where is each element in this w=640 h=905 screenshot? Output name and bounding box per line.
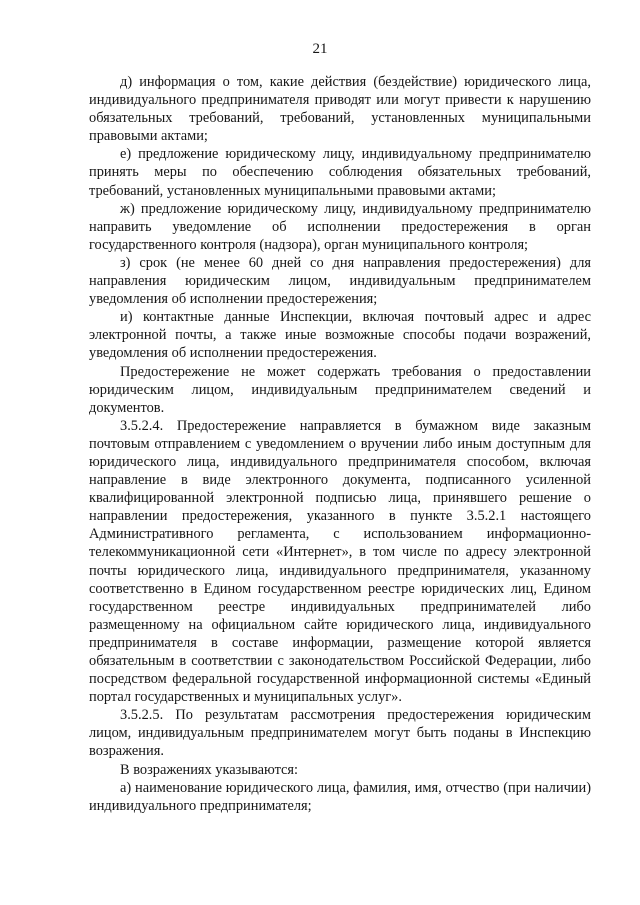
paragraph-item-i: и) контактные данные Инспекции, включая почтовый адрес и адрес электронной почты, а также иные возможные способы подачи возражений, уведомления об исполнении предостережения. — [89, 309, 591, 362]
document-body — [89, 73, 591, 815]
paragraph-restriction: Предостережение не может содержать требования о предоставлении юридическим лицом, индивидуальным предпринимателем сведений и документов. — [89, 363, 591, 416]
paragraph-item-z: з) срок (не менее 60 дней со дня направления предостережения) для направления юридическим лицом, индивидуальным предпринимателем уведомления об исполнении предостережения; — [89, 254, 591, 308]
page-number: 21 — [312, 41, 328, 57]
paragraph-item-e: е) предложение юридическому лицу, индивидуальному предпринимателю принять меры по обеспечению соблюдения обязательных требований, требований, установленных муниципальными правовыми актами; — [89, 146, 591, 199]
paragraph-objections-intro: В возражениях указываются: — [120, 761, 299, 778]
paragraph-3-5-2-4: 3.5.2.4. Предостережение направляется в бумажном виде заказным почтовым отправлением с уведомлением о вручении либо иным доступным для юридического лица, индивидуального предпринимателя способом, включая направление в виде электронного документа, подписанного усиленной квалифицированной электронной подписью лица, принявшего решение о направлении предостережения, указанного в пункте 3.5.2.1 настоящего Административного регламента, с использованием информационно-телекоммуникационной сети «Интернет», в том числе по адресу электронной почты юридического лица, индивидуального предпринимателя, указанному соответственно в Едином государственном реестре юридических лиц, Едином государственном реестре индивидуальных предпринимателей либо размещенному на официальном сайте юридического лица, индивидуального предпринимателя в составе информации, размещение которой является обязательным в соответствии с законодательством Российской Федерации, либо посредством федеральной государственной информационной системы «Единый портал государственных и муниципальных услуг». — [89, 417, 591, 706]
paragraph-item-d: д) информация о том, какие действия (бездействие) юридического лица, индивидуального предпринимателя приводят или могут привести к нарушению обязательных требований, требований, установленных муниципальными правовыми актами; — [89, 74, 591, 145]
paragraph-item-a: а) наименование юридического лица, фамилия, имя, отчество (при наличии) индивидуального предпринимателя; — [89, 779, 591, 814]
paragraph-item-zh: ж) предложение юридическому лицу, индивидуальному предпринимателю направить уведомление об исполнении предостережения в орган государственного контроля (надзора), орган муниципального контроля; — [89, 200, 591, 253]
paragraph-3-5-2-5: 3.5.2.5. По результатам рассмотрения предостережения юридическим лицом, индивидуальным предпринимателем могут быть поданы в Инспекцию возражения. — [89, 707, 591, 760]
